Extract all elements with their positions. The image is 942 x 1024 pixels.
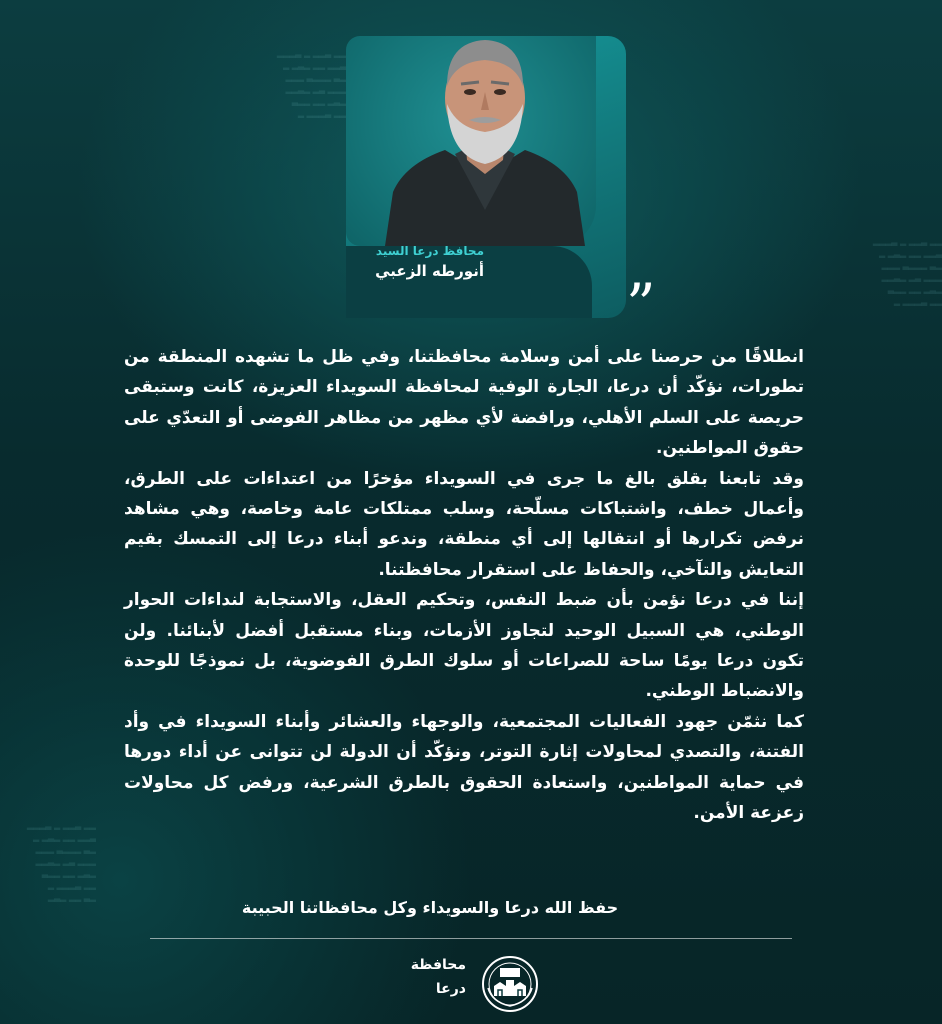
- background-decoration: ▂▂ ▃▂▂ ▂ ▃▂▂▂ ▃▂▂ ▂▂ ▂▃▂ ▂ ▂▃ ▂▂▂▃ ▂▂▂ ▂▂▂ ▃▂ ▂▃▂▂ ▂▃▂ ▂▂ ▂▂▃ ▂▂ ▃▂▂▂ ▂: [276, 49, 346, 118]
- statement-paragraph: وقد تابعنا بقلق بالغ ما جرى في السويداء مؤخرًا من اعتداءات على الطرق، وأعمال خطف، واشتباكات مسلّحة، وسلب ممتلكات عامة وخاصة، وهي مشاهد نرفض تكرارها أو انتقالها إلى أي منطقة، وندعو أبناء درعا إلى التمسك بقيم التعايش والتآخي، والحفاظ على استقرار محافظتنا.: [124, 468, 804, 580]
- governorate-emblem-icon: [480, 954, 540, 1014]
- governor-portrait: [385, 24, 585, 246]
- governor-title: محافظ درعا السيد: [375, 244, 484, 258]
- statement-body: [124, 342, 804, 829]
- background-decoration: ▂▂ ▃▂▂ ▂ ▃▂▂▂ ▃▂▂ ▂▂ ▂▃▂ ▂ ▂▃ ▂▂▂▃ ▂▂▂ ▂▂▂ ▃▂ ▂▃▂▂ ▂▃▂ ▂▂ ▂▂▃ ▂▂ ▃▂▂▂ ▂ ▂▃ ▂▂ ▂▃▂: [26, 821, 96, 902]
- org-name-line1: محافظة: [410, 957, 466, 973]
- quote-mark-icon: ”: [626, 271, 656, 339]
- org-name-line2: درعا: [435, 981, 466, 997]
- statement-paragraph: انطلاقًا من حرصنا على أمن وسلامة محافظتنا، وفي ظل ما تشهده المنطقة من تطورات، نؤكّد أن درعا، الجارة الوفية لمحافظة السويداء العزيزة، كانت وستبقى حريصة على السلم الأهلي، ورافضة لأي مظهر من مظاهر الفوضى أو التعدّي على حقوق المواطنين.: [124, 347, 804, 459]
- statement-paragraph: إننا في درعا نؤمن بأن ضبط النفس، وتحكيم العقل، والاستجابة لنداءات الحوار الوطني، هي السبيل الوحيد لتجاوز الأزمات، وبناء مستقبل أفضل لأبنائنا. ولن تكون درعا يومًا ساحة للصراعات أو سلوك الطرق الفوضوية، بل نموذجًا للوحدة والانضباط الوطني.: [124, 590, 804, 702]
- background-decoration: ▂▂ ▃▂▂ ▂ ▃▂▂▂ ▃▂▂ ▂▂ ▂▃▂ ▂ ▂▃ ▂▂▂▃ ▂▂▂ ▂▂▂ ▃▂ ▂▃▂▂ ▂▃▂ ▂▂ ▂▂▃ ▂▂ ▃▂▂▂ ▂: [872, 237, 942, 306]
- divider: [150, 938, 792, 939]
- governor-name: أنورطه الزعبي: [375, 262, 484, 280]
- statement-paragraph: كما نثمّن جهود الفعاليات المجتمعية، والوجهاء والعشائر وأبناء السويداء في وأد الفتنة، والتصدي لمحاولات إثارة التوتر، ونؤكّد أن الدولة لن تتوانى عن أداء دورها في حماية المواطنين، واستعادة الحقوق بالطرق الشرعية، ورفض كل محاولات زعزعة الأمن.: [124, 711, 804, 824]
- closing-line: حفظ الله درعا والسويداء وكل محافظاتنا الحبيبة: [241, 898, 619, 917]
